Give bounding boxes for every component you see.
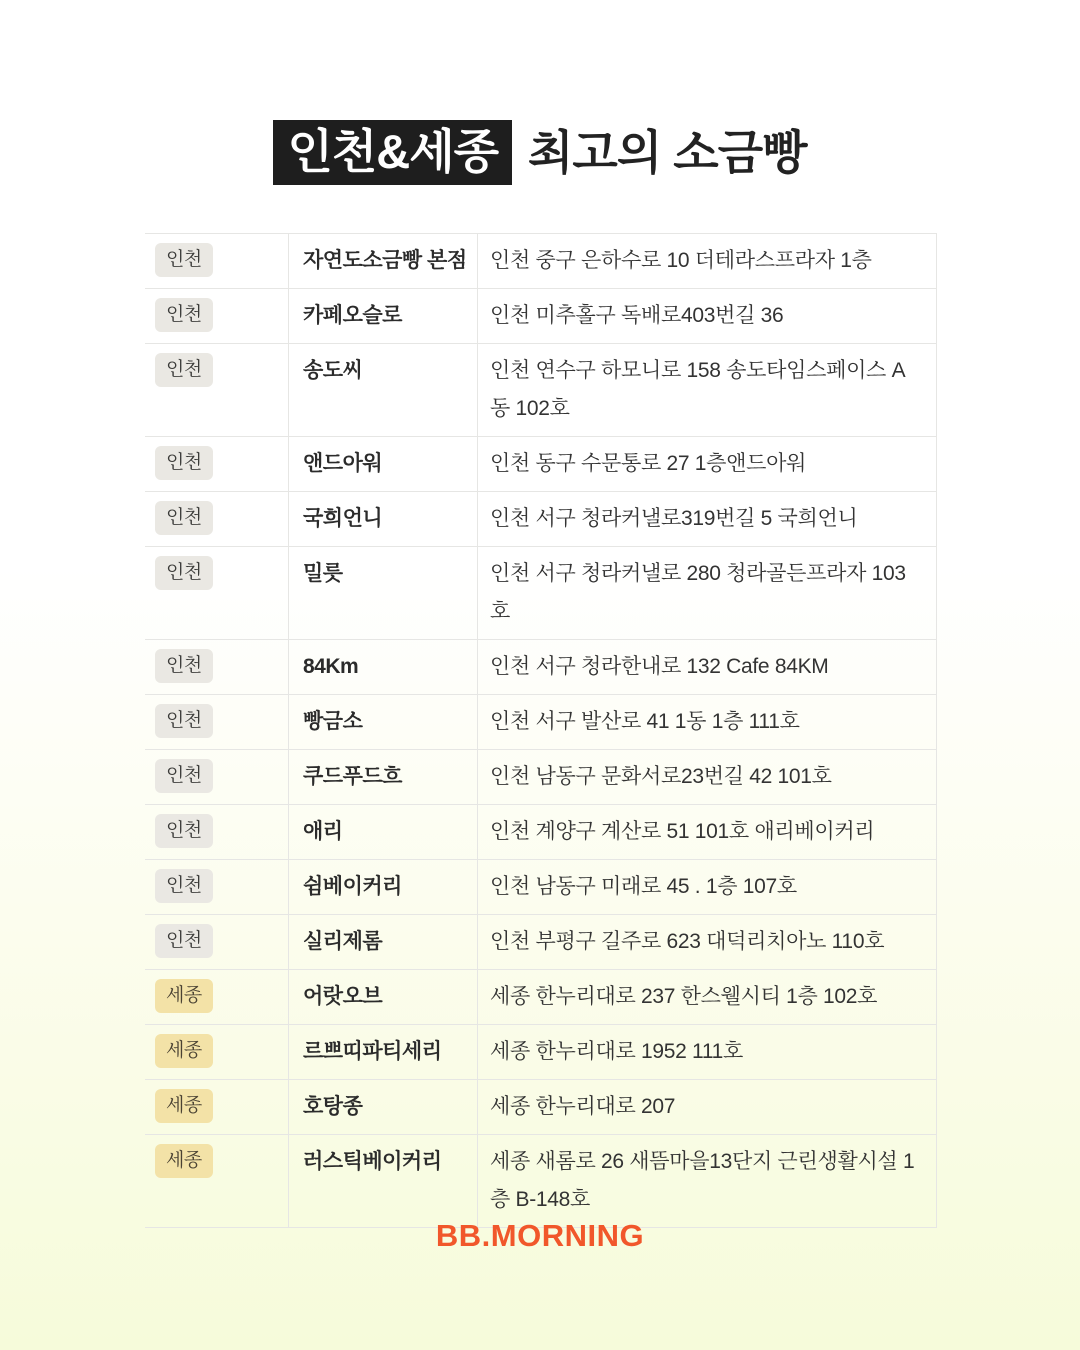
region-cell — [145, 234, 288, 288]
shop-name: 쿠드푸드흐 — [288, 750, 477, 804]
shop-address: 인천 계양구 계산로 51 101호 애리베이커리 — [477, 805, 937, 859]
table-row — [145, 750, 937, 805]
shop-address: 세종 한누리대로 1952 111호 — [477, 1025, 937, 1079]
table-row — [145, 970, 937, 1025]
region-badge: 세종 — [155, 1144, 213, 1178]
region-cell — [145, 695, 288, 749]
shop-table — [145, 233, 937, 1228]
region-badge: 인천 — [155, 704, 213, 738]
shop-address: 인천 동구 수문통로 27 1층앤드아워 — [477, 437, 937, 491]
region-cell — [145, 805, 288, 859]
table-row — [145, 1025, 937, 1080]
title-highlight-box: 인천&세종 — [273, 120, 512, 185]
region-cell — [145, 970, 288, 1024]
region-badge: 인천 — [155, 649, 213, 683]
shop-name: 밀릇 — [288, 547, 477, 639]
region-cell — [145, 640, 288, 694]
footer — [0, 1218, 1080, 1254]
shop-name: 카페오슬로 — [288, 289, 477, 343]
table-row — [145, 437, 937, 492]
region-badge: 세종 — [155, 979, 213, 1013]
shop-name: 호탕종 — [288, 1080, 477, 1134]
shop-address: 인천 연수구 하모니로 158 송도타임스페이스 A동 102호 — [477, 344, 937, 436]
table-row — [145, 344, 937, 437]
region-badge: 인천 — [155, 759, 213, 793]
table-row — [145, 915, 937, 970]
region-cell — [145, 1135, 288, 1227]
table-row — [145, 234, 937, 289]
shop-name: 쉼베이커리 — [288, 860, 477, 914]
shop-address: 세종 한누리대로 207 — [477, 1080, 937, 1134]
region-badge: 인천 — [155, 924, 213, 958]
region-cell — [145, 492, 288, 546]
region-cell — [145, 750, 288, 804]
shop-address: 인천 남동구 문화서로23번길 42 101호 — [477, 750, 937, 804]
shop-name: 르쁘띠파티세리 — [288, 1025, 477, 1079]
shop-name: 어랏오브 — [288, 970, 477, 1024]
table-row — [145, 547, 937, 640]
shop-address: 인천 미추홀구 독배로403번길 36 — [477, 289, 937, 343]
shop-address: 인천 남동구 미래로 45 . 1층 107호 — [477, 860, 937, 914]
region-cell — [145, 289, 288, 343]
region-cell — [145, 1025, 288, 1079]
region-badge: 세종 — [155, 1089, 213, 1123]
region-badge: 인천 — [155, 869, 213, 903]
region-cell — [145, 1080, 288, 1134]
table-row — [145, 805, 937, 860]
shop-name: 송도씨 — [288, 344, 477, 436]
shop-name: 84Km — [288, 640, 477, 694]
table-row — [145, 860, 937, 915]
brand-logo: BB.MORNING — [435, 1218, 645, 1253]
shop-name: 실리제롬 — [288, 915, 477, 969]
region-badge: 세종 — [155, 1034, 213, 1068]
region-badge: 인천 — [155, 353, 213, 387]
region-cell — [145, 437, 288, 491]
region-badge: 인천 — [155, 243, 213, 277]
shop-address: 인천 서구 청라커낼로 280 청라골든프라자 103호 — [477, 547, 937, 639]
table-row — [145, 492, 937, 547]
shop-address: 인천 중구 은하수로 10 더테라스프라자 1층 — [477, 234, 937, 288]
shop-name: 자연도소금빵 본점 — [288, 234, 477, 288]
table-row — [145, 1135, 937, 1228]
shop-address: 인천 서구 발산로 41 1동 1층 111호 — [477, 695, 937, 749]
shop-address: 세종 새롬로 26 새뜸마을13단지 근린생활시설 1층 B-148호 — [477, 1135, 937, 1227]
shop-name: 빵금소 — [288, 695, 477, 749]
table-row — [145, 640, 937, 695]
region-cell — [145, 915, 288, 969]
region-badge: 인천 — [155, 298, 213, 332]
region-cell — [145, 344, 288, 436]
shop-address: 인천 부평구 길주로 623 대덕리치아노 110호 — [477, 915, 937, 969]
region-badge: 인천 — [155, 814, 213, 848]
shop-address: 세종 한누리대로 237 한스웰시티 1층 102호 — [477, 970, 937, 1024]
table-row — [145, 1080, 937, 1135]
region-badge: 인천 — [155, 556, 213, 590]
region-badge: 인천 — [155, 446, 213, 480]
shop-name: 앤드아워 — [288, 437, 477, 491]
shop-name: 국희언니 — [288, 492, 477, 546]
table-row — [145, 289, 937, 344]
shop-name: 애리 — [288, 805, 477, 859]
shop-name: 러스틱베이커리 — [288, 1135, 477, 1227]
region-cell — [145, 860, 288, 914]
table-row — [145, 695, 937, 750]
region-cell — [145, 547, 288, 639]
region-badge: 인천 — [155, 501, 213, 535]
shop-address: 인천 서구 청라커낼로319번길 5 국희언니 — [477, 492, 937, 546]
title-rest-text: 최고의 소금빵 — [528, 126, 807, 179]
page-title — [0, 120, 1080, 185]
shop-address: 인천 서구 청라한내로 132 Cafe 84KM — [477, 640, 937, 694]
